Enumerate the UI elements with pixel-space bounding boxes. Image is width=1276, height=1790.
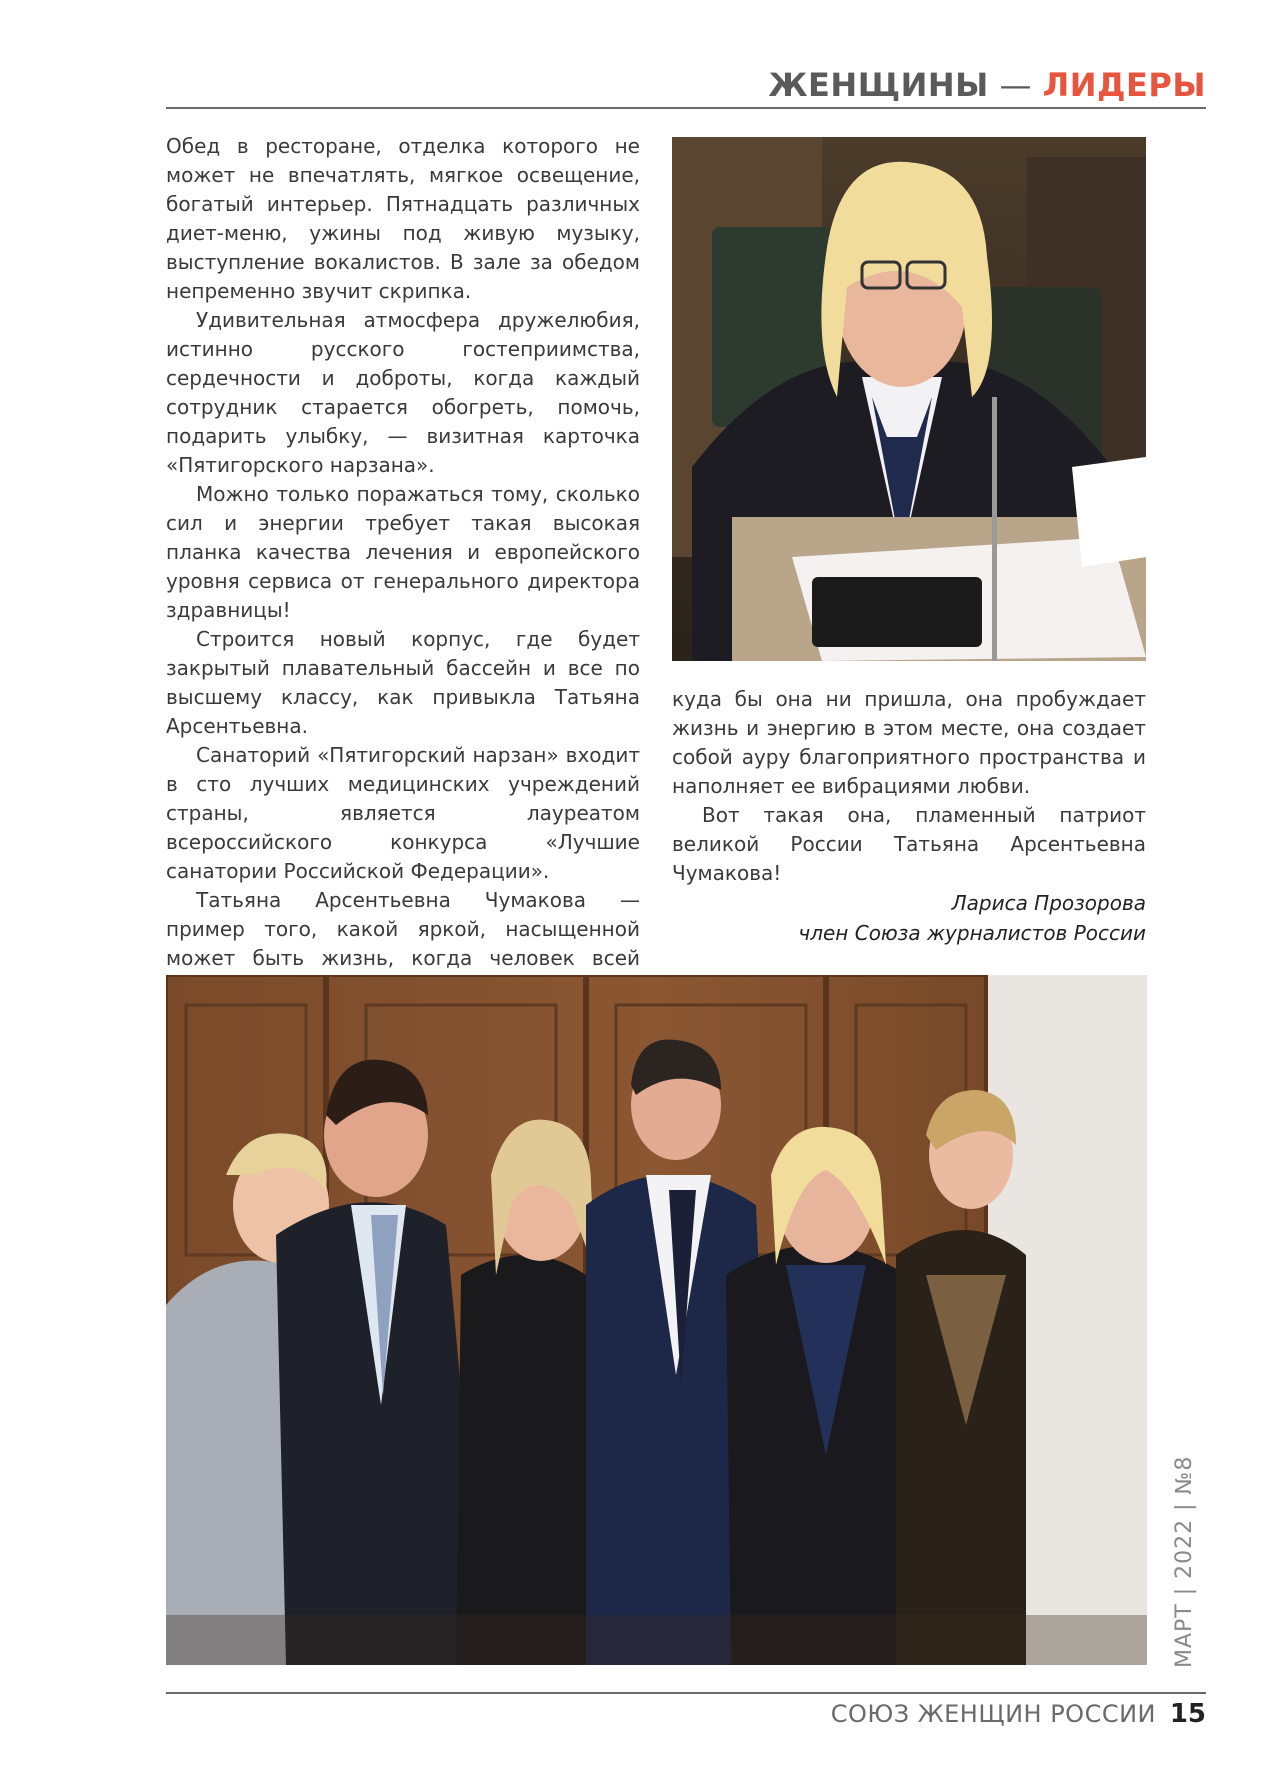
paragraph: Обед в ресторане, отделка которого не может не впечатлять, мягкое освещение, богатый интерьер. Пятнадцать различных диет-меню, ужины под живую музыку, выступление вокалистов. В зале за обедом непременно звучит скрипка. [166,134,640,303]
issue-date-label: МАРТ | 2022 | №8 [1172,1455,1197,1668]
section-title [768,66,1206,104]
author-signature [798,888,1146,948]
page-number: 15 [1169,1699,1206,1729]
section-title-dash: — [988,66,1043,104]
paragraph: Удивительная атмосфера дружелюбия, истинно русского гостеприимства, сердечности и доброты, когда каждый сотрудник старается обогреть, помочь, подарить улыбку, — визитная карточка «Пятигорского нарзана». [166,308,640,477]
section-title-word1: ЖЕНЩИНЫ [768,66,989,104]
paragraph: Вот такая она, пламенный патриот великой России Татьяна Арсентьевна Чумакова! [672,803,1146,885]
article-left-column [166,132,640,1118]
article-right-column [672,685,1146,888]
author-role: член Союза журналистов России [798,921,1146,945]
group-photo [166,975,1147,1665]
footer-divider [166,1692,1206,1694]
paragraph: Можно только поражаться тому, сколько сил и энергии требует такая высокая планка качества лечения и европейского уровня сервиса от генерального директора здравницы! [166,482,640,622]
portrait-photo [672,137,1146,661]
paragraph: куда бы она ни пришла, она пробуждает жизнь и энергию в этом месте, она создает собой ауру благоприятного пространства и наполняет ее вибрациями любви. [672,687,1146,798]
author-name: Лариса Прозорова [951,891,1146,915]
section-title-word2: ЛИДЕРЫ [1042,66,1206,104]
header-divider [166,107,1206,109]
paragraph: Татьяна Арсентьевна Чумакова — пример того, какой яркой, насыщенной может быть жизнь, когда человек всей [166,888,640,970]
publication-name: СОЮЗ ЖЕНЩИН РОССИИ [830,1700,1156,1728]
paragraph: Строится новый корпус, где будет закрытый плавательный бассейн и все по высшему классу, как привыкла Татьяна Арсентьевна. [166,627,640,738]
paragraph: Санаторий «Пятигорский нарзан» входит в сто лучших медицинских учреждений страны, является лауреатом всероссийского конкурса «Лучшие санатории Российской Федерации». [166,743,640,883]
